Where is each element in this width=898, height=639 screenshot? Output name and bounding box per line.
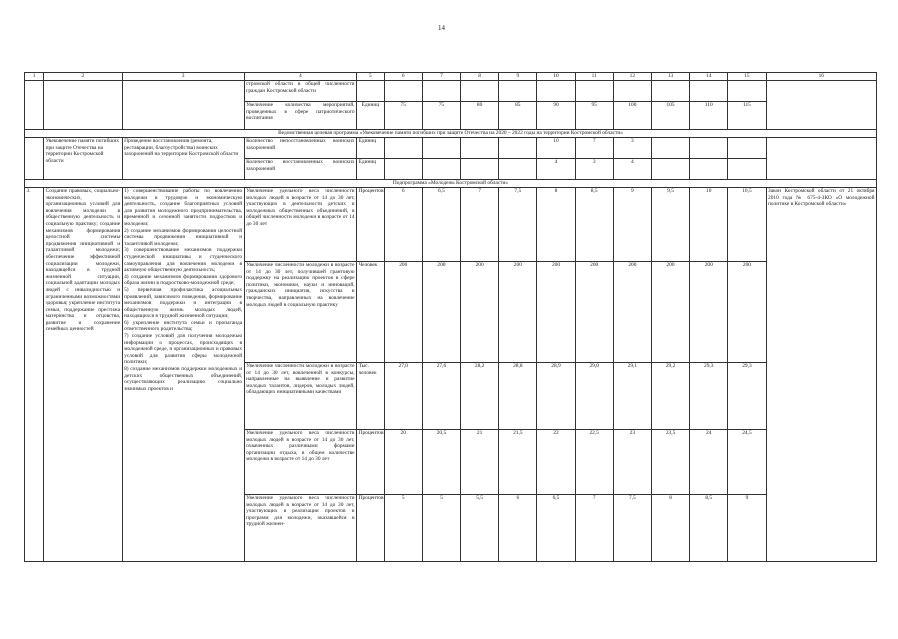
value-cell: 10 <box>537 138 575 159</box>
value-cell: 200 <box>422 262 460 363</box>
value-cell <box>651 159 689 180</box>
value-cell: 5,5 <box>461 495 499 562</box>
value-cell: 29,1 <box>613 363 651 430</box>
value-cell <box>728 138 766 159</box>
value-cell: 100 <box>613 102 651 130</box>
unit-cell: Тыс. человек <box>357 363 385 430</box>
value-cell <box>384 159 422 180</box>
value-cell: 29,3 <box>728 363 766 430</box>
unit-cell <box>357 81 385 102</box>
column-number: 1 <box>25 73 44 81</box>
value-cell <box>461 138 499 159</box>
value-cell: 27,0 <box>384 363 422 430</box>
value-cell <box>384 81 422 102</box>
value-cell: 80 <box>461 102 499 130</box>
table-cell <box>25 138 44 180</box>
value-cell: 5 <box>422 495 460 562</box>
row-number: 3. <box>25 188 44 562</box>
unit-cell: Процентов <box>357 495 385 562</box>
column-number: 16 <box>766 73 876 81</box>
indicator-cell: Увеличение численности молодежи в возрасте от 14 до 30 лет, получившей грантовую поддержку на реализацию проектов в сфере политики, экономики, науки и инноваций, гражданских инициатив, искусства и творчества, направленных на вовлечение молодых людей в социальную практику <box>244 262 356 363</box>
unit-cell: Процентов <box>357 430 385 495</box>
column-number: 6 <box>384 73 422 81</box>
indicator-cell: Количество непосстановленных воинских захоронений <box>244 138 356 159</box>
value-cell <box>575 81 613 102</box>
value-cell: 8 <box>651 495 689 562</box>
value-cell <box>728 81 766 102</box>
value-cell: 7 <box>575 138 613 159</box>
page-number: 14 <box>438 24 445 32</box>
column-number: 5 <box>357 73 385 81</box>
value-cell: 9 <box>728 495 766 562</box>
value-cell: 7,5 <box>499 188 537 262</box>
value-cell: 20,5 <box>422 430 460 495</box>
value-cell: 9 <box>613 188 651 262</box>
value-cell: 10,5 <box>728 188 766 262</box>
value-cell: 110 <box>690 102 728 130</box>
value-cell: 24 <box>690 430 728 495</box>
value-cell: 8 <box>537 188 575 262</box>
value-cell: 4 <box>613 159 651 180</box>
value-cell: 200 <box>613 262 651 363</box>
indicator-cell: Увеличение количества мероприятий, проведенных в сфере патриотического воспитания <box>244 102 356 130</box>
value-cell <box>690 138 728 159</box>
value-cell: 20 <box>384 430 422 495</box>
column-number: 10 <box>537 73 575 81</box>
value-cell: 3 <box>613 138 651 159</box>
indicator-cell: Увеличение удельного веса численности молодых людей в возрасте от 14 до 30 лет, участвующих в реализации проектов и программ для молодежи, оказавшейся в трудной жизнен- <box>244 495 356 562</box>
law-cell: Закон Костромской области от 21 октября 2010 года № 675-4-ЗКО «О молодежной политике в Костромской области» <box>766 188 876 562</box>
column-number: 8 <box>461 73 499 81</box>
unit-cell: Единиц <box>357 159 385 180</box>
column-number: 14 <box>690 73 728 81</box>
value-cell: 85 <box>499 102 537 130</box>
indicator-cell: Увеличение численности молодежи в возрасте от 14 до 30 лет, вовлеченной в конкурсы, направленные на выявление и развитие молодых талантов, лидеров, молодых людей, обладающих инициативными качествами <box>244 363 356 430</box>
value-cell <box>728 159 766 180</box>
value-cell: 8,5 <box>575 188 613 262</box>
value-cell: 29,3 <box>690 363 728 430</box>
value-cell: 6,5 <box>422 188 460 262</box>
value-cell: 7 <box>575 495 613 562</box>
value-cell <box>537 81 575 102</box>
column-number: 9 <box>499 73 537 81</box>
value-cell: 8,5 <box>690 495 728 562</box>
value-cell: 200 <box>384 262 422 363</box>
unit-cell: Единиц <box>357 102 385 130</box>
header-row <box>25 73 877 81</box>
column-number: 15 <box>728 73 766 81</box>
value-cell: 3 <box>575 159 613 180</box>
value-cell <box>499 81 537 102</box>
value-cell: 9,5 <box>651 188 689 262</box>
unit-cell: Человек <box>357 262 385 363</box>
value-cell <box>422 159 460 180</box>
value-cell <box>384 138 422 159</box>
column-number: 13 <box>651 73 689 81</box>
column-number: 2 <box>44 73 123 81</box>
value-cell: 28,2 <box>461 363 499 430</box>
value-cell: 28,9 <box>537 363 575 430</box>
value-cell <box>690 81 728 102</box>
table-row <box>25 81 877 102</box>
value-cell: 5 <box>384 495 422 562</box>
value-cell: 28,8 <box>499 363 537 430</box>
value-cell: 6 <box>499 495 537 562</box>
value-cell: 200 <box>537 262 575 363</box>
value-cell <box>651 138 689 159</box>
table-cell <box>25 81 44 130</box>
value-cell: 29,0 <box>575 363 613 430</box>
indicator-cell: Увеличение удельного веса численности молодых людей в возрасте от 14 до 30 лет, участвующих в деятельности детских и молодежных общественных объединений, в общей численности молодежи в возрасте от 14 до 30 лет <box>244 188 356 262</box>
subprogram-banner <box>25 180 877 188</box>
table-cell <box>122 81 244 130</box>
unit-cell: Единиц <box>357 138 385 159</box>
indicator-cell: Количество восстановленных воинских захоронений <box>244 159 356 180</box>
value-cell <box>499 138 537 159</box>
column-number: 4 <box>244 73 356 81</box>
value-cell: 200 <box>461 262 499 363</box>
value-cell: 95 <box>575 102 613 130</box>
tasks-cell: 1) совершенствование работы по вовлечению молодежи в трудовую и экономическую деятельность, создание благоприятных условий для развития молодежного предпринимательства, временной и сезонной занятости подростков и молодежи; 2) создание механизмов формирования целостной системы продвижения инициативной и талантливой молодежи; 3) совершенствование механизмов поддержки студенческой инициативы и студенческого самоуправления для вовлечения молодежи в активную общественную деятельность; 4) создание механизмов формирования здорового образа жизни в подростково-молодежной среде; 5) первичная профилактика асоциальных проявлений, зависимого поведения, формирование механизмов поддержки и интеграции в общественную жизнь молодых людей, находящихся в трудной жизненной ситуации; 6) укрепление института семьи и пропаганда ответственного родительства; 7) создание условий для получения молодежью информации о процессах, происходящих в молодежной среде, и организационных и правовых условий для развития сферы молодежной политики; 8) создание механизмов поддержки молодежных и детских общественных объединений, осуществляющих реализацию социально значимых проектов и <box>122 188 244 562</box>
value-cell: 75 <box>384 102 422 130</box>
program-banner <box>25 130 877 138</box>
value-cell <box>422 81 460 102</box>
value-cell <box>461 81 499 102</box>
value-cell: 4 <box>537 159 575 180</box>
table-row <box>25 138 877 159</box>
value-cell: 75 <box>422 102 460 130</box>
unit-cell: Процентов <box>357 188 385 262</box>
column-number: 7 <box>422 73 460 81</box>
value-cell <box>690 159 728 180</box>
value-cell: 7,5 <box>613 495 651 562</box>
indicators-table <box>24 72 877 562</box>
value-cell <box>613 81 651 102</box>
program-title: Ведомственная целевая программа «Увековечение памяти погибших при защите Отечества на 2020 – 2022 годы на территории Костромской области» <box>25 130 877 138</box>
column-number: 11 <box>575 73 613 81</box>
goal-cell: Увековечение памяти погибших при защите Отечества на территории Костромской области <box>44 138 123 180</box>
value-cell: 105 <box>651 102 689 130</box>
value-cell <box>651 81 689 102</box>
indicator-cell: стромской области в общей численности граждан Костромской области <box>244 81 356 102</box>
value-cell: 27,6 <box>422 363 460 430</box>
value-cell: 23 <box>613 430 651 495</box>
goal-cell: Создание правовых, социально-экономических, организационных условий для вовлечения молодежи в общественную деятельность и социальную практику; создание механизмов формирования целостной системы продвижения инициативной и талантливой молодежи; обеспечение эффективной социализации молодежи, находящейся в трудной жизненной ситуации, социальной адаптации молодых людей с инвалидностью и ограниченными возможностями здоровья; укрепление института семьи, поддержание престижа материнства и отцовства, развитие и сохранение семейных ценностей <box>44 188 123 562</box>
column-number: 3 <box>122 73 244 81</box>
column-number: 12 <box>613 73 651 81</box>
table-row <box>25 188 877 262</box>
table-cell <box>766 81 876 130</box>
value-cell: 22,5 <box>575 430 613 495</box>
value-cell: 200 <box>575 262 613 363</box>
table-cell <box>44 81 123 130</box>
value-cell: 200 <box>499 262 537 363</box>
subprogram-title: Подпрограмма «Молодежь Костромской области» <box>25 180 877 188</box>
value-cell: 21,5 <box>499 430 537 495</box>
value-cell: 7 <box>461 188 499 262</box>
value-cell <box>461 159 499 180</box>
value-cell: 24,5 <box>728 430 766 495</box>
tasks-cell: Проведение восстановления (ремонта, реставрации, благоустройства) воинских захоронений на территории Костромской области <box>122 138 244 180</box>
value-cell <box>422 138 460 159</box>
indicator-cell: Увеличение удельного веса численности молодых людей в возрасте от 14 до 30 лет, охваченных различными формами организации отдыха, в общем количестве молодежи в возрасте от 14 до 30 лет <box>244 430 356 495</box>
value-cell: 200 <box>690 262 728 363</box>
value-cell <box>499 159 537 180</box>
value-cell: 6 <box>384 188 422 262</box>
value-cell: 200 <box>651 262 689 363</box>
value-cell: 29,2 <box>651 363 689 430</box>
value-cell: 10 <box>690 188 728 262</box>
value-cell: 200 <box>728 262 766 363</box>
value-cell: 6,5 <box>537 495 575 562</box>
value-cell: 22 <box>537 430 575 495</box>
table-cell <box>766 138 876 180</box>
value-cell: 90 <box>537 102 575 130</box>
value-cell: 115 <box>728 102 766 130</box>
value-cell: 21 <box>461 430 499 495</box>
value-cell: 23,5 <box>651 430 689 495</box>
